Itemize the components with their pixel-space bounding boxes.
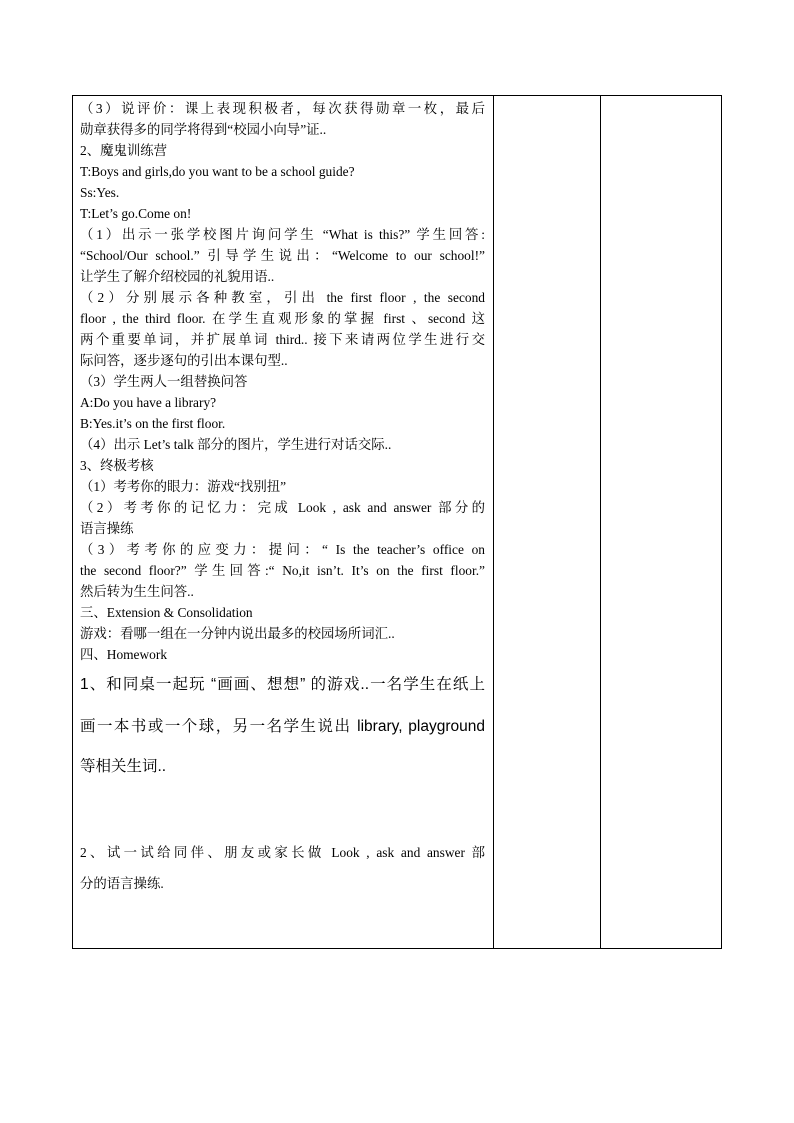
text-line: （3）学生两人一组替换问答	[80, 374, 248, 389]
homework-item-1: 等相关生词..	[80, 758, 167, 775]
text-line: 让学生了解介绍校园的礼貌用语..	[80, 269, 275, 284]
dialogue-line: B:Yes.it’s on the first floor.	[80, 416, 226, 431]
column-divider	[600, 96, 601, 948]
text-line: （2）考考你的记忆力：完成 Look , ask and answer 部分的	[80, 500, 485, 515]
dialogue-line: T:Boys and girls,do you want to be a school guide?	[80, 164, 355, 179]
homework-item-1: 1、和同桌一起玩 “画画、想想” 的游戏..一名学生在纸上	[80, 676, 485, 693]
lesson-plan-table	[72, 95, 722, 949]
teaching-process-cell	[80, 98, 485, 894]
text-line: （3）考考你的应变力：提问：“ Is the teacher’s office on	[80, 542, 485, 557]
homework-item-2: 分的语言操练.	[80, 876, 164, 891]
section-heading: 3、终极考核	[80, 458, 154, 473]
text-line: floor , the third floor. 在学生直观形象的掌握 first 、second 这	[80, 311, 485, 326]
text-line: “School/Our school.” 引导学生说出：“Welcome to our school!”	[80, 248, 485, 263]
section-heading: 2、魔鬼训练营	[80, 143, 168, 158]
text-line: 语言操练	[80, 521, 134, 536]
section-heading: 三、Extension & Consolidation	[80, 605, 253, 620]
text-line: （3）说评价：课上表现积极者，每次获得勋章一枚，最后	[80, 101, 485, 116]
text-line: 两个重要单词，并扩展单词 third.. 接下来请两位学生进行交	[80, 332, 485, 347]
column-divider	[493, 96, 494, 948]
text-line: （1）考考你的眼力：游戏“找别扭”	[80, 479, 287, 494]
text-line: the second floor?” 学生回答:“ No,it isn’t. It’s on the first floor.”	[80, 563, 485, 578]
homework-item-2: 2、试一试给同伴、朋友或家长做 Look , ask and answer 部	[80, 845, 485, 860]
text-line: 勋章获得多的同学将得到“校园小向导”证..	[80, 122, 327, 137]
section-heading: 四、Homework	[80, 647, 168, 662]
text-line: （1）出示一张学校图片询问学生 “What is this?” 学生回答:	[80, 227, 485, 242]
dialogue-line: T:Let’s go.Come on!	[80, 206, 192, 221]
text-line: 际问答，逐步逐句的引出本课句型..	[80, 353, 288, 368]
text-line: 然后转为生生问答..	[80, 584, 194, 599]
text-line: （4）出示 Let’s talk 部分的图片，学生进行对话交际..	[80, 437, 392, 452]
text-line: 游戏：看哪一组在一分钟内说出最多的校园场所词汇..	[80, 626, 395, 641]
homework-item-1: 画一本书或一个球，另一名学生说出 library, playground	[80, 718, 485, 735]
dialogue-line: Ss:Yes.	[80, 185, 120, 200]
dialogue-line: A:Do you have a library?	[80, 395, 217, 410]
text-line: （2）分别展示各种教室，引出 the first floor , the second	[80, 290, 485, 305]
